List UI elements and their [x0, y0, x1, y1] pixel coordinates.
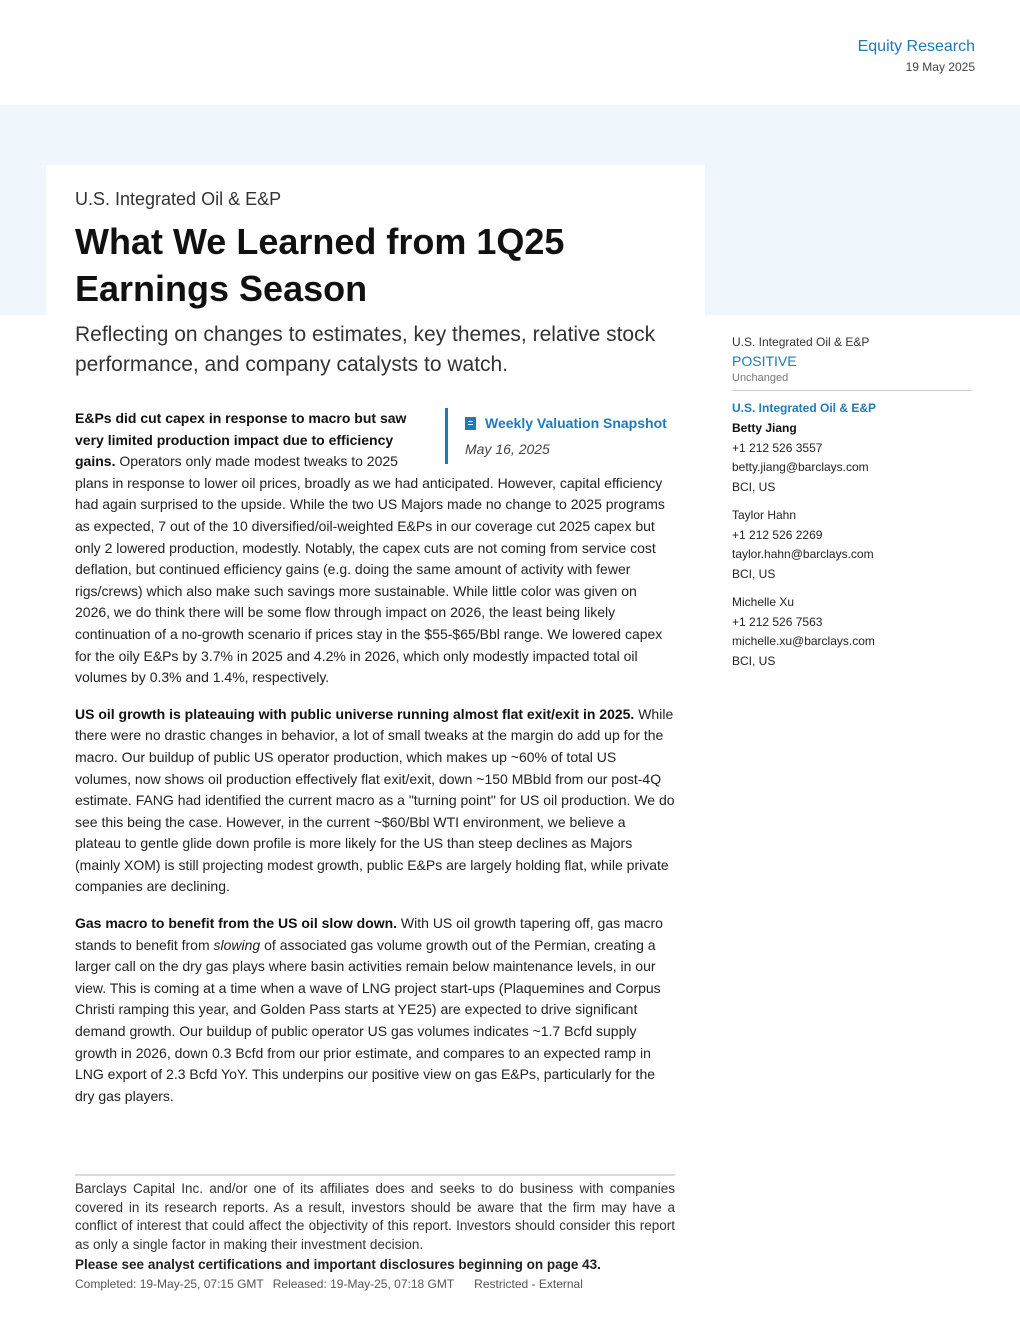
- rating-change: Unchanged: [732, 371, 972, 391]
- weekly-snapshot-link[interactable]: [465, 414, 675, 432]
- classification-label: Restricted - External: [474, 1277, 583, 1291]
- report-date: 19 May 2025: [905, 60, 975, 74]
- analyst-name: Michelle Xu: [732, 595, 795, 609]
- released-timestamp: Released: 19-May-25, 07:18 GMT: [272, 1277, 455, 1291]
- analyst-team: U.S. Integrated Oil & E&P: [732, 401, 877, 415]
- analyst-phone: +1 212 526 7563: [732, 614, 823, 629]
- footer: [75, 1277, 583, 1291]
- disclaimer-text: Barclays Capital Inc. and/or one of its affiliates does and seeks to do business with companies covered in its research reports. As a result, investors should be aware that the firm may have a conflict of interest that could affect the objectivity of this report. Investors should consider this report as only a single factor in making their investment decision.: [75, 1181, 675, 1252]
- sector-label: U.S. Integrated Oil & E&P: [75, 189, 282, 209]
- weekly-snapshot-callout[interactable]: [445, 408, 675, 464]
- report-title: What We Learned from 1Q25 Earnings Season: [75, 221, 565, 309]
- paragraph-lead: US oil growth is plateauing with public universe running almost flat exit/exit in 2025.: [75, 705, 635, 722]
- sidebar: [732, 334, 972, 671]
- paragraph-text: of associated gas volume growth out of the Permian, creating a larger call on the dry gas plays where basin activities remain below maintenance levels, in our view. This is coming at a time when a wave of LNG project start-ups (Plaquemines and Corpus Christi ramping this year, and Golden Pass starts at YE25) are expected to drive significant demand growth. Our buildup of public operator US gas volumes indicates ~1.7 Bcfd supply growth in 2026, down 0.3 Bcfd from our prior estimate, and compares to an expected ramp in LNG export of 2.3 Bcfd YoY. This underpins our positive view on gas E&Ps, particularly for the dry gas players.: [75, 936, 661, 1104]
- analyst-email[interactable]: taylor.hahn@barclays.com: [732, 547, 874, 561]
- disclosures-notice[interactable]: Please see analyst certifications and important disclosures beginning on page 43.: [75, 1257, 601, 1272]
- analyst-phone: +1 212 526 2269: [732, 527, 823, 542]
- paragraph-capex: [75, 408, 675, 689]
- report-body: [75, 408, 675, 1122]
- analyst-email[interactable]: michelle.xu@barclays.com: [732, 634, 875, 648]
- disclaimer-divider: [75, 1174, 675, 1176]
- paragraph-oil-growth: [75, 704, 675, 898]
- analyst-entity: BCI, US: [732, 566, 776, 581]
- industry-rating: POSITIVE: [732, 353, 797, 369]
- paragraph-text: Operators only made modest tweaks to 2025 plans in response to lower oil prices, broadly as we had anticipated. However, capital efficiency had again surprised to the upside. While the two US Majors made no change to 2025 programs as expected, 7 out of the 10 diversified/oil-weighted E&Ps in our coverage cut 2025 capex but only 2 lowered production, modestly. Notably, the capex cuts are not coming from service cost deflation, but continued efficiency gains (e.g. doing the same amount of activity with fewer rigs/crews) which also make such savings more sustainable. While little color was given on 2026, we do think there will be some flow through impact on 2026, the least being likely continuation of a no-growth scenario if prices stay in the $55-$65/Bbl range. We lowered capex for the oily E&Ps by 3.7% in 2025 and 4.2% in 2026, which only modestly impacted total oil volumes by 0.3% and 1.4%, respectively.: [75, 453, 665, 686]
- analyst-card: [732, 419, 972, 497]
- paragraph-lead: E&Ps did cut capex in response to macro but saw very limited production impact due to efficiency gains.: [75, 410, 407, 470]
- document-icon: [465, 417, 476, 430]
- paragraph-emphasis: slowing: [213, 936, 261, 953]
- analyst-entity: BCI, US: [732, 653, 776, 668]
- paragraph-text: With US oil growth tapering off, gas macro stands to benefit from: [75, 915, 663, 953]
- analyst-email[interactable]: betty.jiang@barclays.com: [732, 460, 869, 474]
- sidebar-sector: U.S. Integrated Oil & E&P: [732, 335, 870, 349]
- report-header: [858, 37, 975, 74]
- paragraph-lead: Gas macro to benefit from the US oil slow down.: [75, 915, 398, 932]
- weekly-snapshot-link-text[interactable]: Weekly Valuation Snapshot: [485, 415, 667, 431]
- report-type-label: Equity Research: [857, 38, 975, 55]
- analyst-name: Taylor Hahn: [732, 508, 797, 522]
- analyst-entity: BCI, US: [732, 479, 776, 494]
- completed-timestamp: Completed: 19-May-25, 07:15 GMT: [75, 1277, 264, 1291]
- paragraph-gas-macro: [75, 913, 675, 1107]
- analyst-name: Betty Jiang: [732, 421, 797, 435]
- analyst-card: [732, 593, 972, 671]
- paragraph-text: While there were no drastic changes in behavior, a lot of small tweaks at the margin do add up for the macro. Our buildup of public US operator production, which makes up ~60% of total US volumes, now shows oil production effectively flat exit/exit, down ~150 MBbld from our post-4Q estimate. FANG had identified the current macro as a "turning point" for US oil production. We do see this being the case. However, in the current ~$60/Bbl WTI environment, we believe a plateau to gentle glide down profile is more likely for the US than steep declines as Majors (mainly XOM) is still projecting modest growth, public E&Ps are largely holding flat, while private companies are declining.: [75, 705, 675, 895]
- analyst-card: [732, 506, 972, 584]
- analyst-phone: +1 212 526 3557: [732, 440, 823, 455]
- report-subtitle: Reflecting on changes to estimates, key themes, relative stock performance, and company catalysts to watch.: [75, 323, 656, 376]
- weekly-snapshot-date: May 16, 2025: [465, 441, 550, 457]
